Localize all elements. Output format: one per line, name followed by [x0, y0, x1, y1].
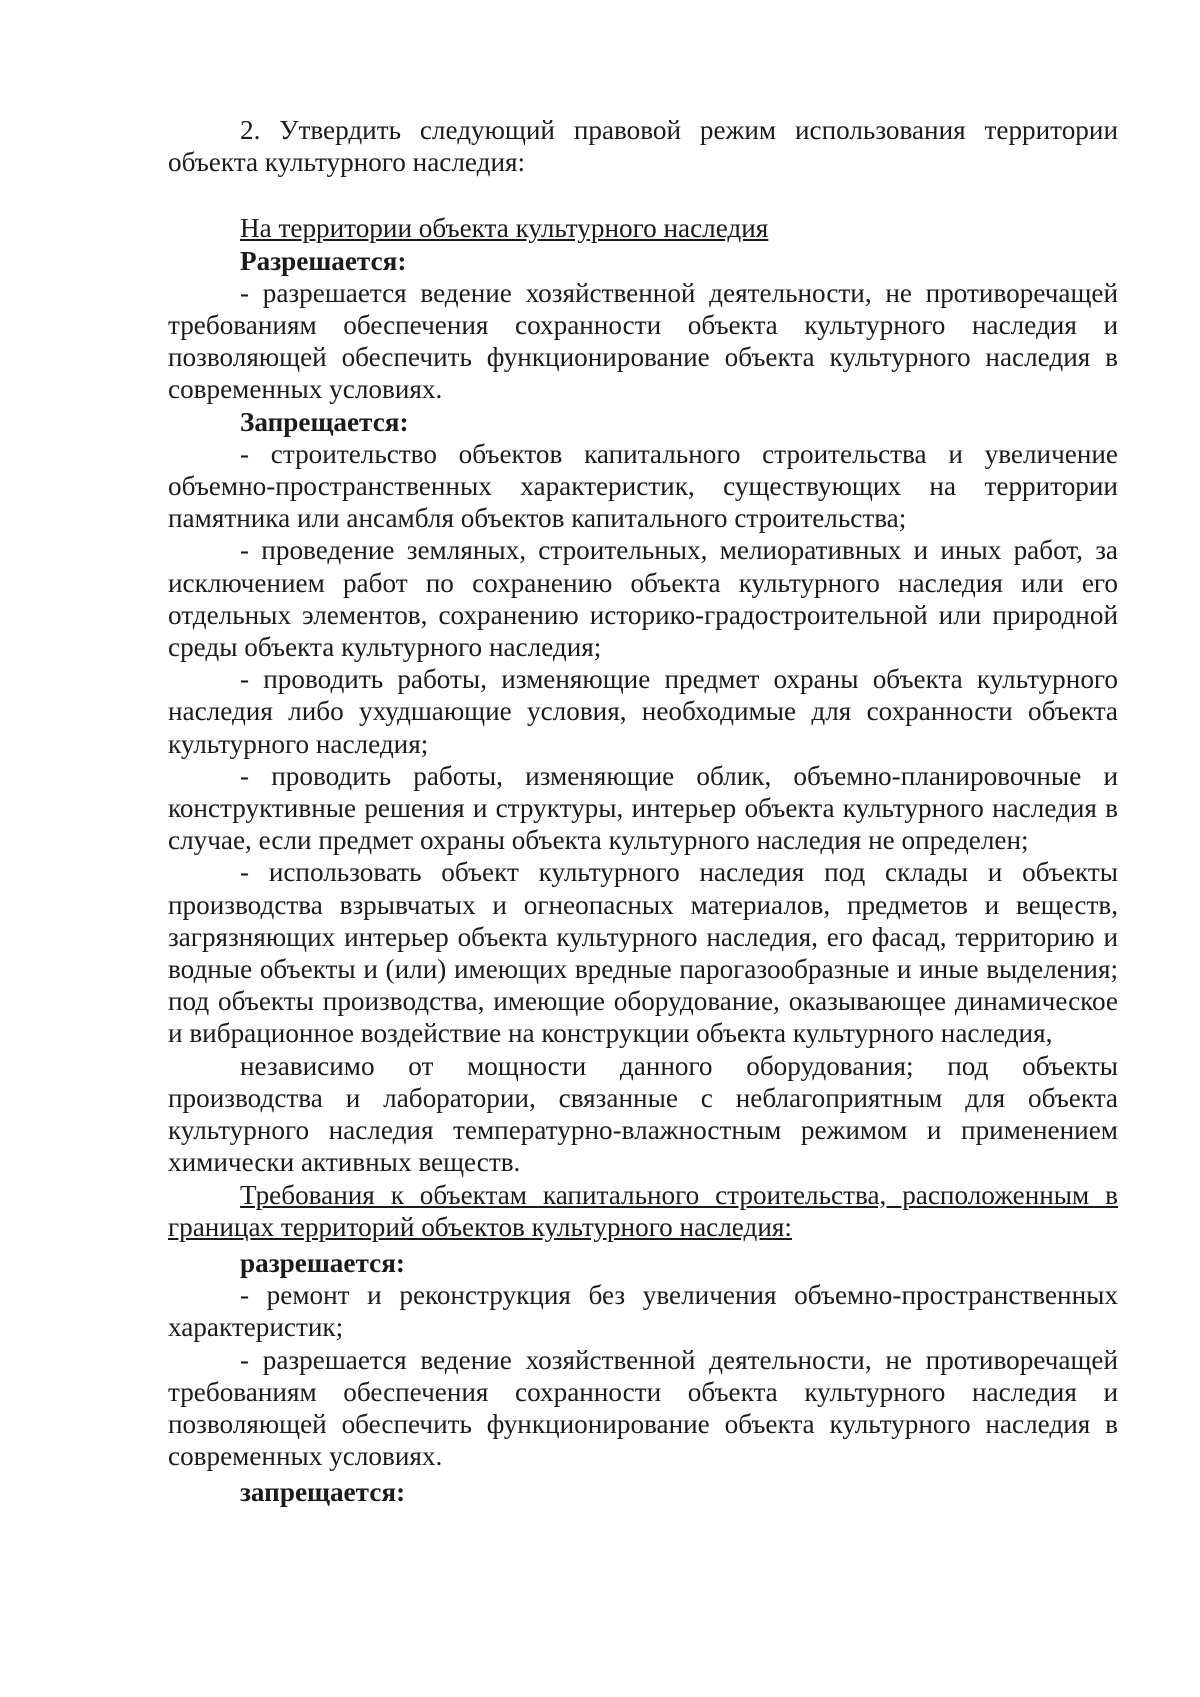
- paragraph-item-2: 2. Утвердить следующий правовой режим использования территории объекта культурного наследия:: [168, 115, 1118, 178]
- section-1-forbidden-item: - проводить работы, изменяющие облик, объемно-планировочные и конструктивные решения и структуры, интерьер объекта культурного наследия в случае, если предмет охраны объекта культурного наследия не определен;: [168, 760, 1118, 856]
- section-2-forbidden-heading: запрещается:: [240, 1477, 406, 1508]
- section-2-allowed-item: - ремонт и реконструкция без увеличения объемно-пространственных характеристик;: [168, 1280, 1118, 1343]
- section-1-forbidden-item: независимо от мощности данного оборудования; под объекты производства и лаборатории, связанные с неблагоприятным для объекта культурного наследия температурно-влажностным режимом и применением химически активных веществ.: [168, 1050, 1118, 1178]
- document-body: [168, 114, 1118, 1509]
- section-1-title: На территории объекта культурного наследия: [240, 213, 769, 244]
- section-1-forbidden-item: - проведение земляных, строительных, мелиоративных и иных работ, за исключением работ по сохранению объекта культурного наследия или его отдельных элементов, сохранению историко-градостроительной или природной среды объекта культурного наследия;: [168, 535, 1118, 663]
- section-2-title: Требования к объектам капитального строительства, расположенным в границах территорий объектов культурного наследия:: [168, 1179, 1118, 1242]
- section-1-forbidden-item: - строительство объектов капитального строительства и увеличение объемно-пространственных характеристик, существующих на территории памятника или ансамбля объектов капитального строительства;: [168, 438, 1118, 534]
- section-1-allowed-item: - разрешается ведение хозяйственной деятельности, не противоречащей требованиям обеспечения сохранности объекта культурного наследия и позволяющей обеспечить функционирование объекта культурного наследия в современных условиях.: [168, 277, 1118, 405]
- section-2-allowed-heading: разрешается:: [240, 1247, 405, 1278]
- paragraph-gap: [168, 178, 1118, 212]
- section-1-forbidden-item: - проводить работы, изменяющие предмет охраны объекта культурного наследия либо ухудшающие условия, необходимые для сохранности объекта культурного наследия;: [168, 664, 1118, 759]
- section-1-forbidden-item: - использовать объект культурного наследия под склады и объекты производства взрывчатых и огнеопасных материалов, предметов и веществ, загрязняющих интерьер объекта культурного наследия, его фасад, территорию и водные объекты и (или) имеющих вредные парогазообразные и иные выделения; под объекты производства, имеющие оборудование, оказывающее динамическое и вибрационное воздействие на конструкции объекта культурного наследия,: [168, 857, 1118, 1049]
- section-1-forbidden-heading: Запрещается:: [240, 406, 409, 437]
- section-2-allowed-item: - разрешается ведение хозяйственной деятельности, не противоречащей требованиям обеспечения сохранности объекта культурного наследия и позволяющей обеспечить функционирование объекта культурного наследия в современных условиях.: [168, 1344, 1118, 1472]
- section-1-allowed-heading: Разрешается:: [240, 245, 407, 276]
